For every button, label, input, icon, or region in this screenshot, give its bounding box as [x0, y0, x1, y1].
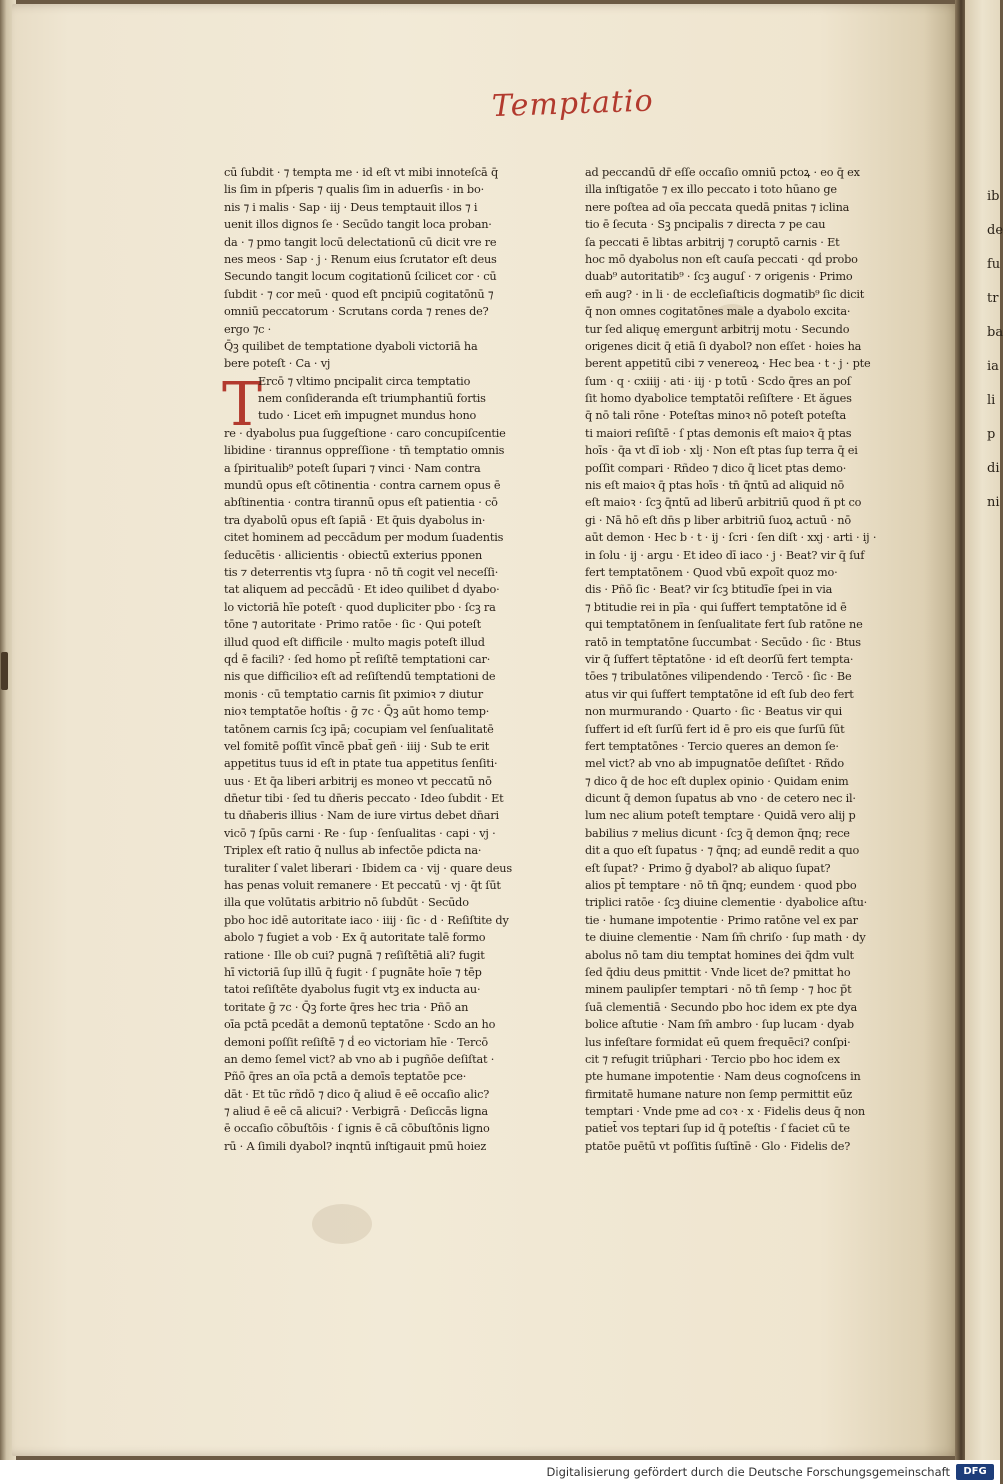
text-line: bolice aſtutie · Nam ſm̄ ambro · ſup lucam · dyab: [585, 1018, 854, 1032]
text-line: uenit illos dignos ſe · Secūdo tangit loca proban·: [224, 218, 492, 232]
text-line: tōne ⁊ autoritate · Primo ratōe · ſic · Qui poteſt: [224, 618, 482, 632]
text-line: pbo hoc idē autoritate iaco · iiij · ſic · d · Reſiſtite dy: [224, 913, 509, 927]
text-line: libidine · tirannus oppreſſione · tn̄ temptatio omnis: [224, 444, 505, 458]
next-page-text-fragment: p: [987, 427, 996, 442]
text-line: ſit homo dyabolice temptatōi reſiſtere · Et ăgues: [585, 392, 852, 406]
text-line: turaliter ſ valet liberari · Ibidem ca · vij · quare deus: [224, 861, 512, 875]
text-line: nis ⁊ i malis · Sap · iij · Deus temptauit illos ⁊ i: [224, 200, 478, 214]
next-page-text-fragment: de: [987, 223, 1003, 238]
text-line: cit ⁊ refugit triūphari · Tercio pbo hoc idem ex: [585, 1052, 840, 1066]
text-line: aūt demon · Hec b · t · ij · ſcri · ſen diſt · xxj · arti · ij ·: [585, 531, 877, 545]
text-line: ſum · q · cxiiij · ati · iij · p totū · Scdo q̄res an poſ: [585, 374, 851, 388]
text-line: Ercō ⁊ vltimo pncipalit circa temptatio: [258, 374, 471, 388]
right-text-column: [585, 164, 895, 1155]
text-line: omniū peccatorum · Scrutans corda ⁊ renes de?: [224, 305, 489, 319]
text-line: lo victoriā hīe poteſt · quod dupliciter pbo · ſcꝫ ra: [224, 600, 496, 614]
text-line: citet hominem ad peccādum per modum ſuadentis: [224, 531, 504, 545]
text-line: in ſolu · ij · argu · Et ideo dī iaco · j · Beat? vir q̄ ſuf: [585, 548, 865, 562]
text-line: ſa peccati ē libtas arbitrij ⁊ coruptō carnis · Et: [585, 235, 840, 249]
running-title: Temptatio: [491, 83, 655, 125]
text-line: babilius ⁊ melius dicunt · ſcꝫ q̄ demon q̄nq; rece: [585, 826, 850, 840]
next-page-text-fragment: ia: [987, 359, 999, 374]
text-line: ratō in temptatōne ſuccumbat · Secūdo · ſic · Btus: [585, 635, 861, 649]
text-line: q̄ non omnes cogitatōnes male a dyabolo excita·: [585, 305, 851, 319]
text-line: nes meos · Sap · j · Renum eius ſcrutator eſt deus: [224, 252, 497, 266]
text-line: illa que volūtatis arbitrio nō ſubdūt · Secūdo: [224, 896, 469, 910]
text-line: minem paulipſer temptari · nō tn̄ ſemp · ⁊ hoc p̄t: [585, 983, 852, 997]
text-line: ratione · Ille ob cui? pugnā ⁊ reſiſtētiā ali? fugit: [224, 948, 485, 962]
text-line: toritate ḡ ⁊c · Q̄ꝫ forte q̄res hec tria · Pñō an: [224, 1000, 469, 1014]
text-line: has penas voluit remanere · Et peccatū · vj · q̄t ſūt: [224, 879, 501, 893]
text-line: oīa pctā pcedāt a demonū teptatōne · Scdo an ho: [224, 1018, 496, 1032]
text-line: uus · Et q̄a liberi arbitrij es moneo vt peccatū nō: [224, 774, 492, 788]
next-page-text-fragment: li: [987, 393, 996, 408]
next-page-text-fragment: tr: [987, 291, 999, 306]
text-line: gi · Nā hō eſt dn̄s p liber arbitriū ſuoꝝ actuū · nō: [585, 513, 851, 527]
next-page-text-fragment: ba: [987, 325, 1003, 340]
text-line: nis eſt maioꝛ q̄ ptas hoīs · tn̄ q̄ntū ad aliquid nō: [585, 479, 845, 493]
text-line: temptari · Vnde pme ad coꝛ · x · Fidelis deus q̄ non: [585, 1105, 865, 1119]
text-line: nere poſtea ad oīa peccata quedā pnitas ⁊ iclina: [585, 200, 850, 214]
dfg-logo-icon: DFG: [956, 1464, 994, 1480]
text-line: lis ſim in pſperis ⁊ qualis ſim in aduerſis · in bo·: [224, 183, 484, 197]
text-line: dicunt q̄ demon ſupatus ab vno · de cetero nec il·: [585, 792, 856, 806]
text-line: tudo · Licet em̄ impugnet mundus hono: [258, 409, 477, 423]
text-line: poſſit compari · Rñdeo ⁊ dico q̄ licet ptas demo·: [585, 461, 847, 475]
text-line: ⁊ dico q̄ de hoc eſt duplex opinio · Quidam enim: [585, 774, 849, 788]
text-line: atus vir qui ſuffert temptatōne id eſt ſub deo fert: [585, 687, 854, 701]
text-line: dn̄etur tibi · ſed tu dn̄eris peccato · Ideo ſubdit · Et: [224, 792, 504, 806]
text-line: Triplex eſt ratio q̄ nullus ab infectōe pdicta na·: [224, 844, 482, 858]
text-line: da · ⁊ pmo tangit locū delectationū cū dicit vre re: [224, 235, 497, 249]
text-line: Pñō q̄res an oīa pctā a demoīs teptatōe pce·: [224, 1070, 467, 1084]
text-line: mundū opus eſt cōtinentia · contra carnem opus ē: [224, 479, 501, 493]
text-line: dis · Pñō ſic · Beat? vir ſcꝫ btitudīe ſpei in via: [585, 583, 833, 597]
stain: [312, 1204, 372, 1244]
text-line: non murmurando · Quarto · ſic · Beatus vir qui: [585, 705, 843, 719]
text-line: monis · cū temptatio carnis ſit pximioꝛ ⁊ diutur: [224, 687, 483, 701]
text-line: tra dyabolū opus eſt ſapiā · Et q̄uis dyabolus in·: [224, 513, 486, 527]
digitization-footer: [0, 1460, 1000, 1484]
text-line: lus infeſtare formidat eū quem frequēci? conſpi·: [585, 1035, 851, 1049]
text-line: abolus nō tam diu temptat homines dei q̄dm vult: [585, 948, 854, 962]
text-line: illa inſtigatōe ⁊ ex illo peccato i toto hūano ge: [585, 183, 837, 197]
text-line: mel vict? ab vno ab impugnatōe deſiſtet · Rñdo: [585, 757, 845, 771]
next-page-text-fragment: di: [987, 461, 1000, 476]
decorated-initial: T: [222, 370, 263, 440]
text-line: appetitus tuus id eſt in ptate tua appetitus ſenſiti·: [224, 757, 498, 771]
text-line: te diuine clementie · Nam ſm̄ chriſo · ſup math · dy: [585, 931, 866, 945]
text-line: ſuffert id eſt ſurſū fert id ē pro eis que ſurſū ſūt: [585, 722, 845, 736]
text-line: q̄ nō tali rōne · Poteſtas minoꝛ nō poteſt poteſta: [585, 409, 847, 423]
text-line: ē occaſio cōbuſtōis · ſ ignis ē cā cōbuſtōnis ligno: [224, 1122, 490, 1136]
text-line: ⁊ btitudie rei in pīa · qui ſuffert temptatōne id ē: [585, 600, 847, 614]
text-line: Q̄ꝫ quilibet de temptatione dyaboli victoriā ha: [224, 339, 478, 353]
text-line: alios pt̄ temptare · nō tn̄ q̄nq; eundem · quod pbo: [585, 879, 857, 893]
text-line: ad peccandū dr̄ eſſe occaſio omniū pctoꝝ · eo q̄ ex: [585, 166, 860, 179]
text-line: rū · A ſimili dyabol? inqntū inſtigauit pmū hoiez: [224, 1139, 487, 1153]
text-line: cū ſubdit · ⁊ tempta me · id eſt vt mibi innoteſcā q̄: [224, 166, 499, 179]
text-line: ſuā clementiā · Secundo pbo hoc idem ex pte dya: [585, 1000, 857, 1014]
text-line: ⁊ aliud ē eē cā alicui? · Verbigrā · Deſiccās ligna: [224, 1105, 488, 1119]
text-line: ſed q̄diu deus pmittit · Vnde licet de? pmittat ho: [585, 965, 851, 979]
text-line: vel fomitē poſſit vīncē pbat̄ geñ · iiij · Sub te erit: [224, 739, 490, 753]
text-line: tatōnem carnis ſcꝫ ipā; cocupiam vel ſenſualitatē: [224, 722, 494, 736]
next-page-text-fragment: ib: [987, 189, 1000, 204]
text-line: bere poteſt · Ca · vj: [224, 357, 331, 371]
text-line: hoīs · q̄a vt dī iob · xlj · Non eſt ptas ſup terra q̄ ei: [585, 444, 858, 458]
text-line: abſtinentia · contra tirannū opus eſt patientia · cō: [224, 496, 498, 510]
text-line: lum nec alium poteſt temptare · Quidā vero alij p: [585, 809, 856, 823]
text-line: abolo ⁊ fugiet a vob · Ex q̄ autoritate talē formo: [224, 931, 486, 945]
text-line: nem conſideranda eſt triumphantiū fortis: [258, 392, 486, 406]
text-line: vicō ⁊ ſpūs carni · Re · ſup · ſenſualitas · capi · vj ·: [224, 826, 496, 840]
text-line: fert temptatōnes · Tercio queres an demon ſe·: [585, 739, 839, 753]
text-line: tatoi reſiſtēte dyabolus fugit vtꝫ ex inducta au·: [224, 983, 481, 997]
text-line: nioꝛ temptatōe hoſtis · ḡ ⁊c · Q̄ꝫ aūt homo temp·: [224, 705, 490, 719]
next-page-text-fragment: ni: [987, 495, 1000, 510]
text-line: tat aliquem ad peccādū · Et ideo quilibet ḋ dyabo·: [224, 583, 500, 597]
text-line: triplici ratōe · ſcꝫ diuine clementie · dyabolice aſtu·: [585, 896, 868, 910]
text-line: hī victoriā ſup illū q̄ fugit · ſ pugnāte hoīe ⁊ tēp: [224, 965, 482, 979]
text-line: Secundo tangit locum cogitationū ſcilicet cor · cū: [224, 270, 497, 284]
bookmark-ribbon: [1, 652, 8, 690]
text-line: illud quod eſt difficile · multo magis poteſt illud: [224, 635, 485, 649]
text-line: dit a quo eſt ſupatus · ⁊ q̄nq; ad eundē redit a quo: [585, 844, 860, 858]
text-line: origenes dicit q̄ etiā ſi dyabol? non eſſet · hoies ha: [585, 339, 862, 353]
text-line: tōes ⁊ tribulatōnes vilipendendo · Tercō · ſic · Be: [585, 670, 852, 684]
text-line: tie · humane impotentie · Primo ratōne vel ex par: [585, 913, 858, 927]
text-line: an demo ſemel vict? ab vno ab i pugñōe deſiſtat ·: [224, 1052, 495, 1066]
left-text-column: [224, 164, 534, 1155]
text-line: patiet̄ vos teptari ſup id q̄ poteſtis · ſ faciet cū te: [585, 1122, 850, 1136]
next-page-edge: [965, 0, 1003, 1460]
text-line: nis que difficilioꝛ eſt ad reſiſtendū temptationi de: [224, 670, 496, 684]
text-line: hoc mō dyabolus non eſt cauſa peccati · qḋ probo: [585, 252, 858, 266]
text-line: qui temptatōnem in ſenſualitate fert ſub ratōne ne: [585, 618, 863, 632]
text-line: eſt ſupat? · Primo ḡ dyabol? ab aliquo ſupat?: [585, 861, 831, 875]
text-line: a ſpiritualib⁹ poteſt ſupari ⁊ vinci · Nam contra: [224, 461, 481, 475]
text-line: firmitatē humane nature non ſemp permittit eūz: [585, 1087, 853, 1101]
text-line: fert temptatōnem · Quod vbū expoīt quoz mo·: [585, 565, 838, 579]
next-page-text-fragment: fu: [987, 257, 1001, 272]
text-line: em̄ aug? · in li · de eccleſiaſticis dogmatib⁹ ſic dicit: [585, 287, 865, 301]
text-line: ſeducētis · allicientis · obiectū exterius pponen: [224, 548, 483, 562]
text-line: ſubdit · ⁊ cor meū · quod eſt pncipiū cogitatōnū ⁊: [224, 287, 494, 301]
text-line: ergo ⁊c ·: [224, 322, 272, 336]
footer-credit: Digitalisierung gefördert durch die Deutsche Forschungsgemeinschaft: [546, 1465, 950, 1479]
text-line: duab⁹ autoritatib⁹ · ſcꝫ auguſ · ⁊ origenis · Primo: [585, 270, 853, 284]
text-line: tur ſed aliquę emergunt arbitrij motu · Secundo: [585, 322, 850, 336]
text-line: qḋ ē facili? · ſed homo pt̄ reſiſtē temptationi car·: [224, 652, 491, 666]
text-line: berent appetitū cibi ⁊ venereoꝝ · Hec bea · t · j · pte: [585, 357, 871, 371]
text-line: ptatōe puētū vt poſſitis ſuſtīnē · Glo · Fidelis de?: [585, 1139, 851, 1153]
text-line: demoni poſſit reſiſtē ⁊ ḋ eo victoriam hīe · Tercō: [224, 1035, 488, 1049]
text-line: tio ē ſecuta · Sꝫ pncipalis ⁊ directa ⁊ pe cau: [585, 218, 826, 232]
text-line: tis ⁊ deterrentis vtꝫ ſupra · nō tn̄ cogit vel neceſſi·: [224, 565, 499, 579]
text-line: dāt · Et tūc rñdō ⁊ dico q̄ aliud ē eē occaſio alic?: [224, 1087, 490, 1101]
text-line: tu dn̄aberis illius · Nam de iure virtus debet dn̄ari: [224, 809, 499, 823]
text-line: eſt maioꝛ · ſcꝫ q̄ntū ad liberū arbitriū quod ñ pt co: [585, 496, 862, 510]
text-line: vir q̄ ſuffert tēptatōne · id eſt deorſū fert tempta·: [585, 652, 854, 666]
text-line: re · dyabolus pua ſuggeſtione · caro concupiſcentie: [224, 426, 506, 440]
text-line: pte humane impotentie · Nam deus cognoſcens in: [585, 1070, 861, 1084]
text-line: ti maiori reſiſtē · ſ ptas demonis eſt maioꝛ q̄ ptas: [585, 426, 852, 440]
